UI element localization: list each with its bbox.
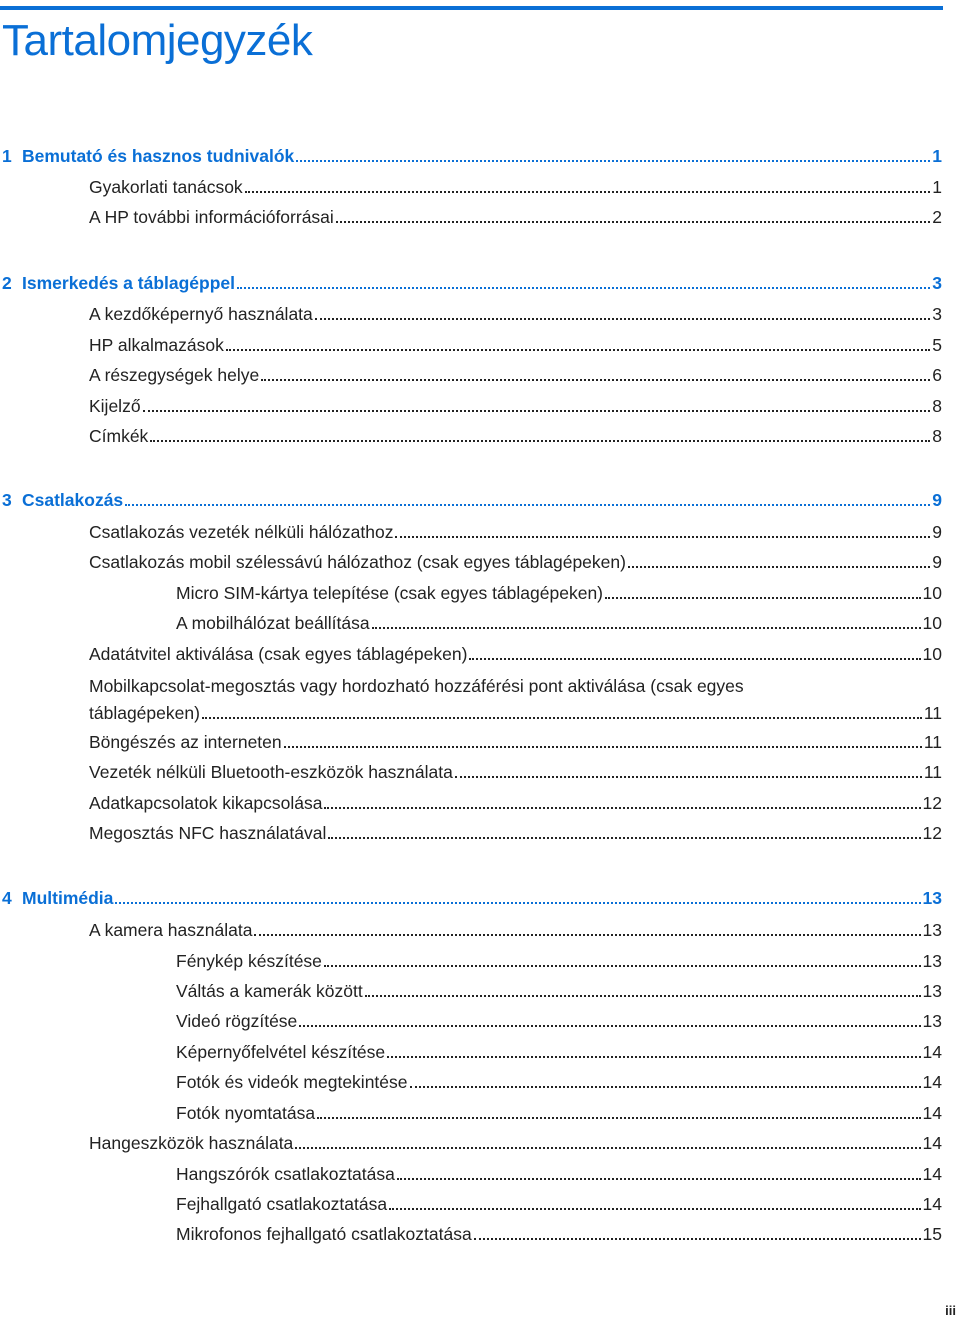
toc-page-number: 5 <box>932 335 942 355</box>
dot-leader <box>261 379 930 381</box>
dot-leader <box>296 160 930 162</box>
dot-leader <box>143 410 931 412</box>
toc-entry-label: Megosztás NFC használatával <box>89 823 327 843</box>
toc-page-number: 3 <box>932 273 942 293</box>
dot-leader <box>237 287 930 289</box>
toc-entry-label: Fotók és videók megtekintése <box>176 1072 408 1092</box>
toc-entry-link[interactable] <box>89 702 942 724</box>
toc-entry-link[interactable] <box>89 364 942 386</box>
dot-leader <box>474 1238 921 1240</box>
toc-entry-link[interactable] <box>176 1010 942 1032</box>
dot-leader <box>410 1086 921 1088</box>
toc-entry-link[interactable] <box>89 395 942 417</box>
toc-entry-link[interactable] <box>176 1193 942 1215</box>
toc-entry-label: Adatkapcsolatok kikapcsolása <box>89 793 323 813</box>
dot-leader <box>365 995 921 997</box>
toc-entry-label: Hangszórók csatlakoztatása <box>176 1164 395 1184</box>
toc-entry-label: Fejhallgató csatlakoztatása <box>176 1194 388 1214</box>
toc-entry-label: Mikrofonos fejhallgató csatlakoztatása <box>176 1224 472 1244</box>
toc-entry-label: Vezeték nélküli Bluetooth-eszközök használata <box>89 762 453 782</box>
toc-entry-link[interactable] <box>176 1163 942 1185</box>
toc-entry-label: Címkék <box>89 426 149 446</box>
dot-leader <box>317 1117 920 1119</box>
toc-page-number: 1 <box>932 177 942 197</box>
toc-entry-link[interactable] <box>89 425 942 447</box>
toc-page-number: 13 <box>922 888 942 908</box>
toc-entry-link[interactable] <box>89 176 942 198</box>
toc-page-number: 11 <box>923 762 942 782</box>
toc-chapter-link[interactable] <box>2 272 942 294</box>
toc-entry-link[interactable] <box>89 731 942 753</box>
toc-entry-link[interactable] <box>89 303 942 325</box>
toc-entry-link[interactable] <box>176 1223 942 1245</box>
dot-leader <box>299 1025 920 1027</box>
dot-leader <box>202 717 922 719</box>
toc-page-number: 14 <box>922 1072 942 1092</box>
dot-leader <box>397 1178 921 1180</box>
toc-entry-label: Multimédia <box>22 888 114 908</box>
page-title: Tartalomjegyzék <box>2 16 313 65</box>
toc-page-number: 10 <box>922 644 942 664</box>
toc-page-number: 9 <box>932 490 942 510</box>
toc-entry-label: Csatlakozás <box>22 490 124 510</box>
toc-entry-link[interactable] <box>89 643 942 665</box>
toc-entry-label: Képernyőfelvétel készítése <box>176 1042 386 1062</box>
toc-page-number: 10 <box>922 613 942 633</box>
dot-leader <box>455 776 922 778</box>
toc-entry-label: A kezdőképernyő használata <box>89 304 313 324</box>
toc-page-number: 13 <box>922 920 942 940</box>
toc-entry-label: Adatátvitel aktiválása (csak egyes táblagépeken) <box>89 644 468 664</box>
toc-entry-link[interactable] <box>89 521 942 543</box>
toc-entry-link[interactable] <box>176 582 942 604</box>
toc-entry-line <box>89 675 942 697</box>
toc-page-number: 2 <box>932 207 942 227</box>
dot-leader <box>284 746 922 748</box>
toc-chapter-number: 3 <box>2 490 12 510</box>
dot-leader <box>336 221 930 223</box>
dot-leader <box>125 504 930 506</box>
toc-entry-label: HP alkalmazások <box>89 335 224 355</box>
toc-entry-label: Gyakorlati tanácsok <box>89 177 243 197</box>
toc-chapter-link[interactable] <box>2 887 942 909</box>
dot-leader <box>324 965 921 967</box>
dot-leader <box>372 627 921 629</box>
toc-page-number: 8 <box>932 426 942 446</box>
toc-page-number: 14 <box>922 1133 942 1153</box>
toc-chapter-number: 4 <box>2 888 12 908</box>
toc-page-number: 9 <box>932 552 942 572</box>
toc-page-number: 10 <box>922 583 942 603</box>
toc-entry-label: Böngészés az interneten <box>89 732 282 752</box>
dot-leader <box>315 318 930 320</box>
toc-page-number: 14 <box>922 1103 942 1123</box>
dot-leader <box>389 1208 920 1210</box>
toc-entry-link[interactable] <box>176 1071 942 1093</box>
toc-page-number: 6 <box>932 365 942 385</box>
toc-page-number: 14 <box>922 1164 942 1184</box>
toc-page-number: 12 <box>922 793 942 813</box>
toc-page-number: 3 <box>932 304 942 324</box>
toc-chapter-link[interactable] <box>2 145 942 167</box>
toc-page-number: 8 <box>932 396 942 416</box>
toc-entry-label: Kijelző <box>89 396 141 416</box>
toc-entry-link[interactable] <box>89 551 942 573</box>
toc-entry-label: A kamera használata <box>89 920 253 940</box>
toc-entry-label: Fénykép készítése <box>176 951 322 971</box>
toc-page-number: 13 <box>922 981 942 1001</box>
toc-entry-label: A részegységek helye <box>89 365 260 385</box>
dot-leader <box>605 597 921 599</box>
toc-page-number: 12 <box>922 823 942 843</box>
toc-entry-link[interactable] <box>176 1041 942 1063</box>
dot-leader <box>245 191 931 193</box>
dot-leader <box>469 658 920 660</box>
toc-entry-label: Csatlakozás vezeték nélküli hálózathoz <box>89 522 394 542</box>
toc-entry-link[interactable] <box>89 822 942 844</box>
toc-page-number: 11 <box>923 732 942 752</box>
dot-leader <box>324 807 920 809</box>
dot-leader <box>295 1147 920 1149</box>
toc-entry-link[interactable] <box>89 761 942 783</box>
toc-entry-label: A mobilhálózat beállítása <box>176 613 370 633</box>
toc-entry-label: Váltás a kamerák között <box>176 981 363 1001</box>
toc-entry-label: Fotók nyomtatása <box>176 1103 316 1123</box>
toc-chapter-link[interactable] <box>2 489 942 511</box>
toc-entry-link[interactable] <box>89 206 942 228</box>
toc-chapter-number: 2 <box>2 273 12 293</box>
toc-entry-link[interactable] <box>89 919 942 941</box>
toc-entry-label: Hangeszközök használata <box>89 1133 294 1153</box>
toc-entry-label: Micro SIM-kártya telepítése (csak egyes táblagépeken) <box>176 583 603 603</box>
toc-entry-label: A HP további információforrásai <box>89 207 334 227</box>
toc-entry-link[interactable] <box>176 980 942 1002</box>
dot-leader <box>150 440 930 442</box>
toc-entry-link[interactable] <box>89 334 942 356</box>
toc-page-number: 11 <box>923 703 942 723</box>
dot-leader <box>395 536 930 538</box>
dot-leader <box>115 902 920 904</box>
toc-entry-label: Csatlakozás mobil szélessávú hálózathoz (csak egyes táblagépeken) <box>89 552 626 572</box>
toc-page-number: 9 <box>932 522 942 542</box>
toc-entry-link[interactable] <box>89 792 942 814</box>
toc-entry-link[interactable] <box>89 1132 942 1154</box>
toc-entry-link[interactable] <box>176 612 942 634</box>
dot-leader <box>328 837 920 839</box>
toc-page-number: 13 <box>922 1011 942 1031</box>
toc-entry-link[interactable] <box>176 1102 942 1124</box>
toc-page-number: 1 <box>932 146 942 166</box>
toc-page-number: 15 <box>922 1224 942 1244</box>
toc-entry-label: Mobilkapcsolat-megosztás vagy hordozható hozzáférési pont aktiválása (csak egyes <box>89 676 744 696</box>
dot-leader <box>226 349 930 351</box>
toc-page-number: 14 <box>922 1042 942 1062</box>
toc-page-number: 14 <box>922 1194 942 1214</box>
toc-chapter-number: 1 <box>2 146 12 166</box>
dot-leader <box>254 934 920 936</box>
dot-leader <box>387 1056 920 1058</box>
toc-entry-label: táblagépeken) <box>89 703 200 723</box>
toc-entry-label: Bemutató és hasznos tudnivalók <box>22 146 295 166</box>
toc-entry-label: Ismerkedés a táblagéppel <box>22 273 236 293</box>
toc-entry-link[interactable] <box>176 950 942 972</box>
toc-page-number: 13 <box>922 951 942 971</box>
dot-leader <box>628 566 930 568</box>
toc-entry-label: Videó rögzítése <box>176 1011 298 1031</box>
page-number: iii <box>945 1303 956 1318</box>
